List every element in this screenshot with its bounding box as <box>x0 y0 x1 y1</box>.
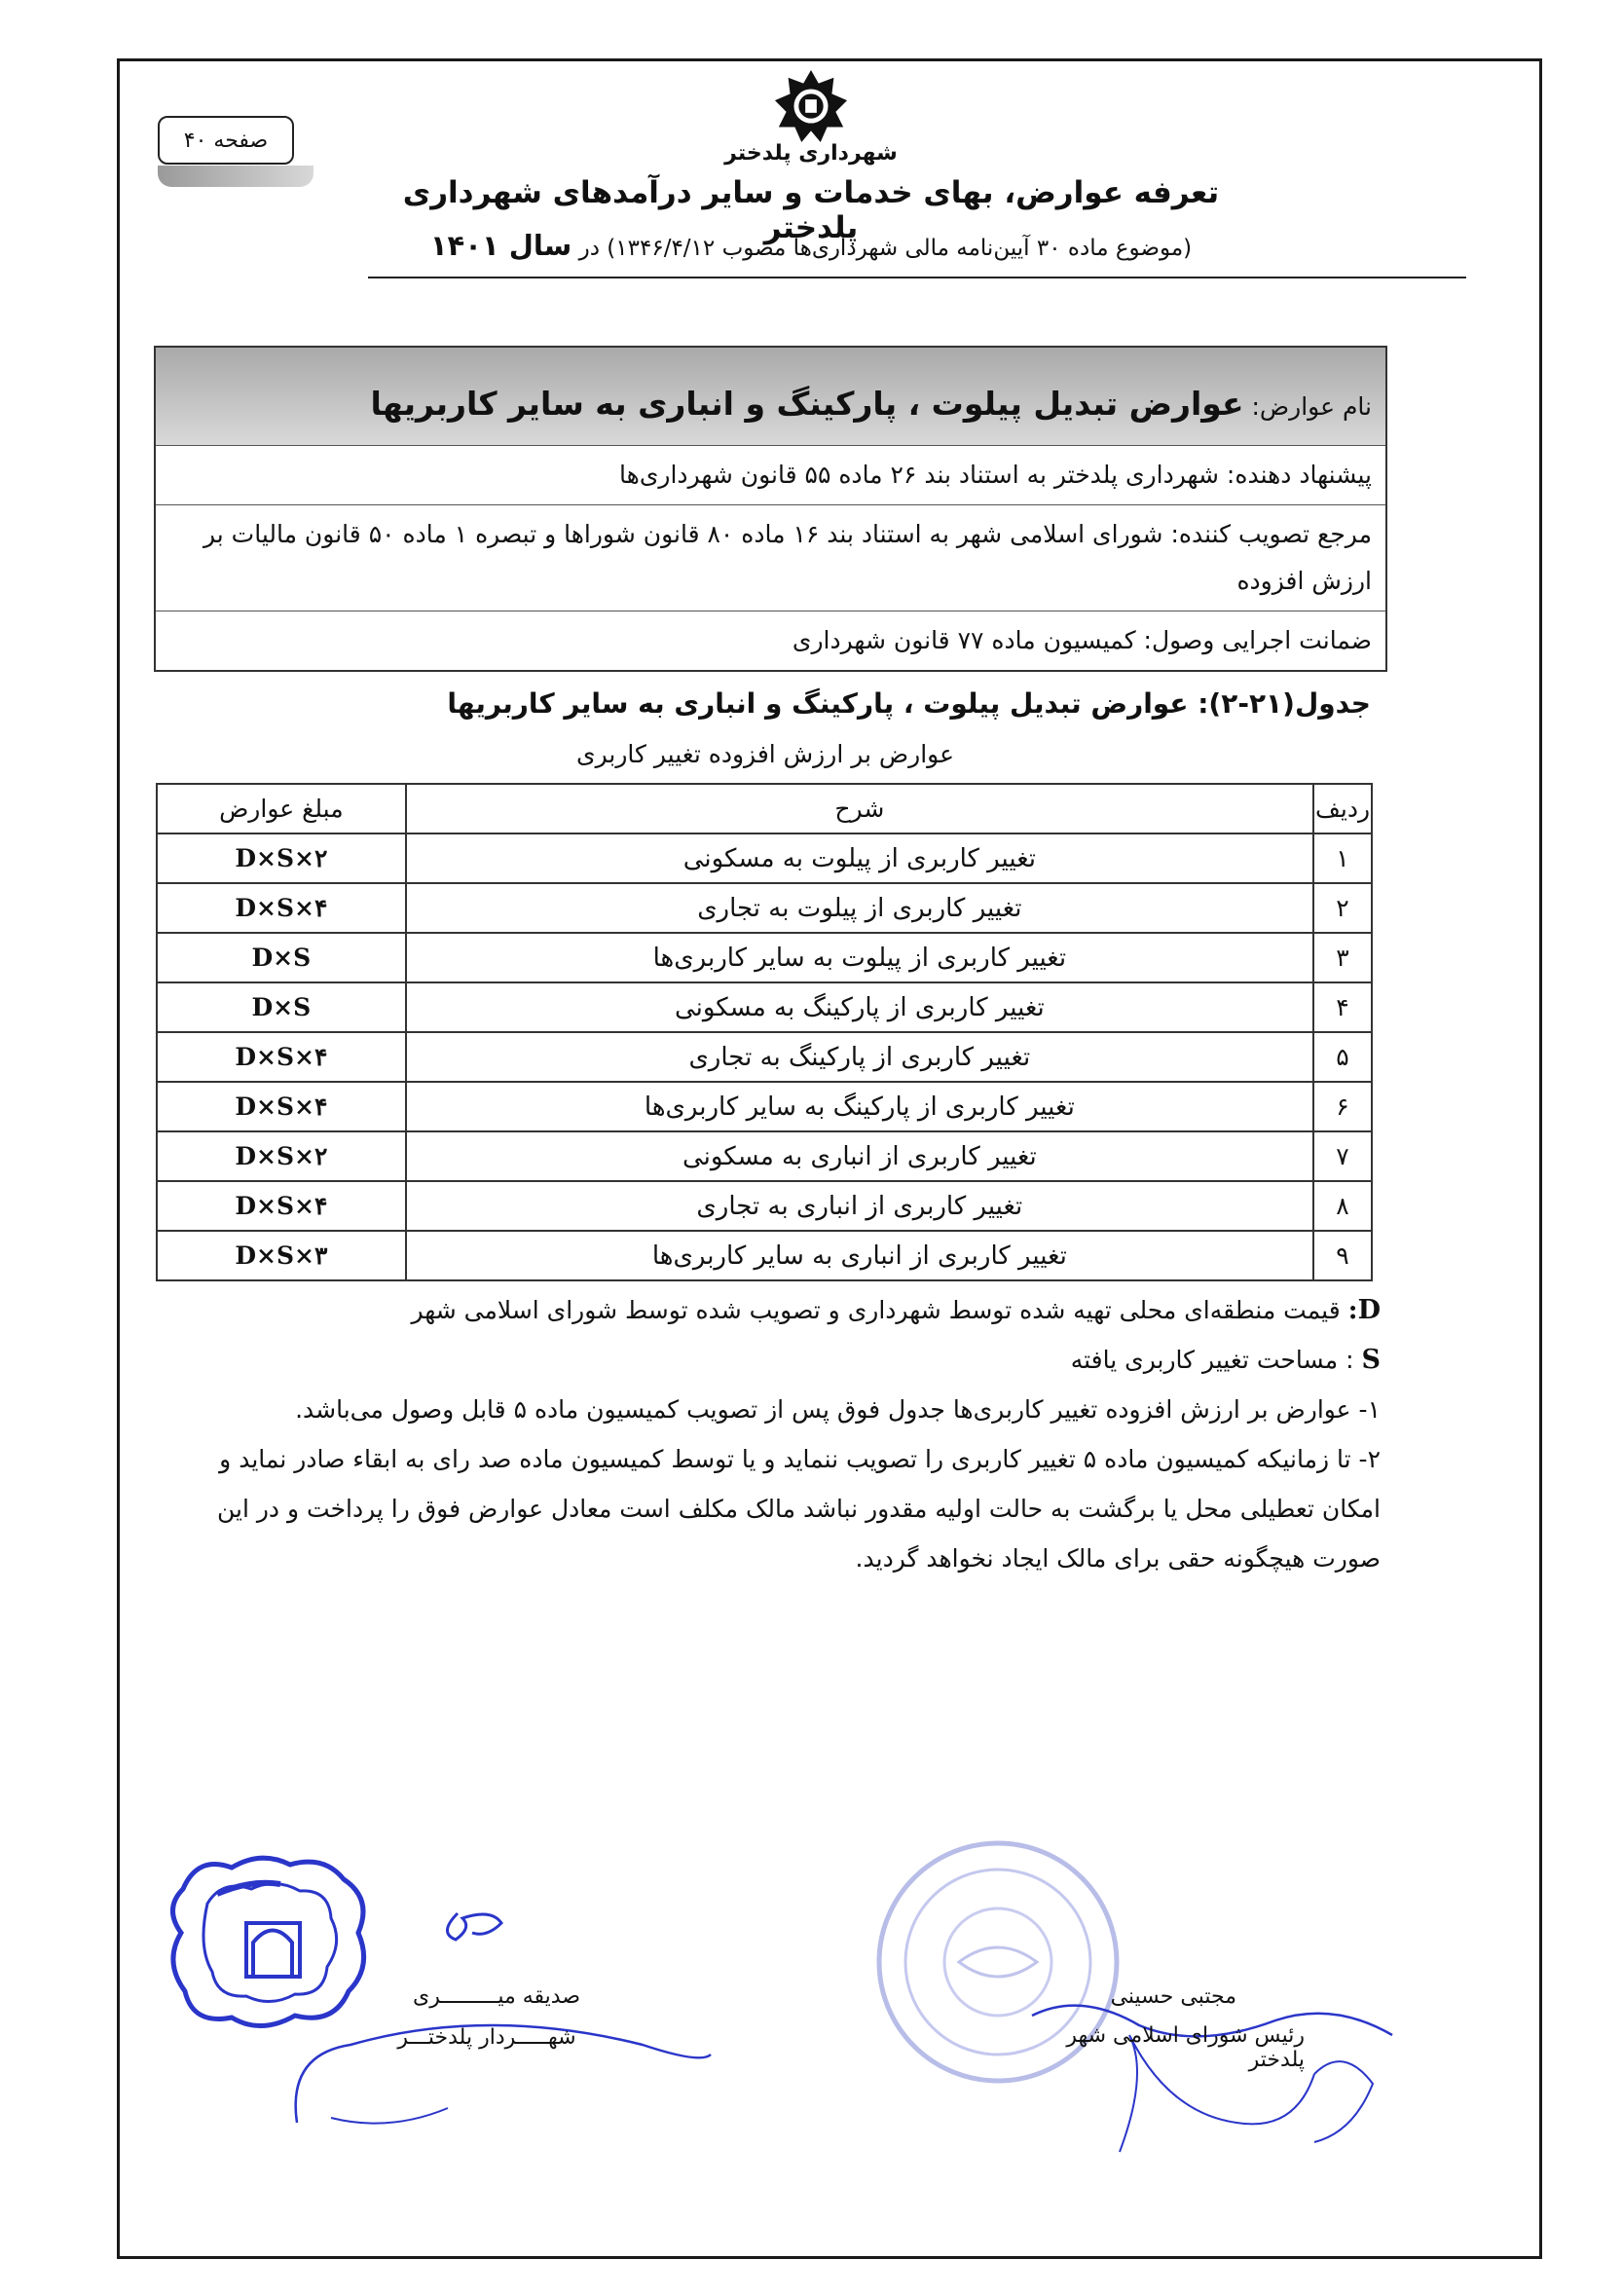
mayor-signature-icon <box>292 1899 779 2132</box>
table-row <box>157 933 1372 982</box>
note-2: ۲- تا زمانیکه کمیسیون ماده ۵ تغییر کاربری را تصویب ننماید و یا توسط کمیسیون ماده صد رای به ابقاء صادر نماید و امکان تعطیلی محل یا برگشت به حالت اولیه مقدور نباشد مالک مکلف است معادل عوارض فوق را پرداخت و در این صورت هیچگونه حقی برای مالک ایجاد نخواهد گردید. <box>216 1445 1381 1573</box>
row-amount: ۲×D×S <box>157 1131 406 1181</box>
table-row <box>157 1131 1372 1181</box>
table-subtitle: عوارض بر ارزش افزوده تغییر کاربری <box>576 740 954 768</box>
fees-table <box>156 783 1373 1281</box>
row-description: تغییر کاربری از پارکینگ به مسکونی <box>406 982 1313 1032</box>
fee-name: عوارض تبدیل پیلوت ، پارکینگ و انباری به سایر کاربریها <box>370 385 1244 423</box>
d-definition-text: قیمت منطقه‌ای محلی تهیه شده توسط شهرداری و تصویب شده توسط شورای اسلامی شهر <box>411 1296 1341 1324</box>
row-number: ۲ <box>1313 883 1372 933</box>
row-description: تغییر کاربری از انباری به سایر کاربری‌ها <box>406 1231 1313 1280</box>
row-description: تغییر کاربری از پارکینگ به تجاری <box>406 1032 1313 1082</box>
header-divider <box>368 277 1466 278</box>
municipality-logo-icon <box>773 68 849 144</box>
row-description: تغییر کاربری از پیلوت به تجاری <box>406 883 1313 933</box>
row-amount: ۳×D×S <box>157 1231 406 1280</box>
notes-section <box>154 1285 1381 1583</box>
page-number-shadow <box>158 166 313 187</box>
org-name: شهرداری پلدختر <box>724 141 898 166</box>
fee-info-box <box>154 346 1387 672</box>
fee-name-row <box>156 348 1385 445</box>
note-d-definition <box>154 1285 1381 1335</box>
row-amount: ۴×D×S <box>157 1181 406 1231</box>
s-symbol: S <box>1361 1345 1381 1375</box>
note-1: ۱- عوارض بر ارزش افزوده تغییر کاربری‌ها جدول فوق پس از تصویب کمیسیون ماده ۵ قابل وصول می‌باشد. <box>295 1395 1381 1424</box>
subtitle-year: سال ۱۴۰۱ <box>429 229 572 262</box>
row-amount: ۴×D×S <box>157 1032 406 1082</box>
header-description: شرح <box>406 784 1313 833</box>
row-number: ۶ <box>1313 1082 1372 1131</box>
page-subtitle <box>373 229 1249 262</box>
row-number: ۹ <box>1313 1231 1372 1280</box>
row-number: ۸ <box>1313 1181 1372 1231</box>
row-amount: ۴×D×S <box>157 883 406 933</box>
header-amount: مبلغ عوارض <box>157 784 406 833</box>
council-head-title: رئیس شورای اسلامی شهر پلدختر <box>1066 2023 1305 2072</box>
table-row <box>157 1082 1372 1131</box>
table-row <box>157 982 1372 1032</box>
table-row <box>157 1181 1372 1231</box>
row-number: ۴ <box>1313 982 1372 1032</box>
mayor-title: شهـــــردار پلدختـــر <box>397 2025 576 2050</box>
council-head-name: مجتبی حسینی <box>1110 1984 1236 2009</box>
row-amount: D×S <box>157 933 406 982</box>
row-description: تغییر کاربری از پارکینگ به سایر کاربری‌ها <box>406 1082 1313 1131</box>
page-title: تعرفه عوارض، بهای خدمات و سایر درآمدهای شهرداری پلدختر <box>402 175 1220 245</box>
table-row <box>157 1231 1372 1280</box>
s-definition-text: : مساحت تغییر کاربری یافته <box>1070 1346 1354 1374</box>
row-number: ۳ <box>1313 933 1372 982</box>
table-row <box>157 1032 1372 1082</box>
header-row-number: ردیف <box>1313 784 1372 833</box>
council-head-signature-icon <box>1022 1996 1412 2162</box>
mayor-name: صدیقه میـــــــــری <box>412 1984 581 2009</box>
fee-name-label: نام عوارض: <box>1251 392 1372 421</box>
row-description: تغییر کاربری از انباری به تجاری <box>406 1181 1313 1231</box>
row-number: ۵ <box>1313 1032 1372 1082</box>
approver-row: مرجع تصویب کننده: شورای اسلامی شهر به استناد بند ۱۶ ماده ۸۰ قانون شوراها و تبصره ۱ ماده ۵۰ قانون مالیات بر ارزش افزوده <box>156 504 1385 611</box>
proposer-row: پیشنهاد دهنده: شهرداری پلدختر به استناد بند ۲۶ ماده ۵۵ قانون شهرداری‌ها <box>156 445 1385 504</box>
table-row <box>157 883 1372 933</box>
row-number: ۷ <box>1313 1131 1372 1181</box>
table-header-row <box>157 784 1372 833</box>
row-description: تغییر کاربری از انباری به مسکونی <box>406 1131 1313 1181</box>
page-number-label: صفحه ۴۰ <box>158 116 294 165</box>
row-description: تغییر کاربری از پیلوت به مسکونی <box>406 833 1313 883</box>
subtitle-text: (موضوع ماده ۳۰ آیین‌نامه مالی شهرداری‌ها مصوب ۱۳۴۶/۴/۱۲) در <box>578 236 1193 261</box>
row-amount: ۲×D×S <box>157 833 406 883</box>
row-description: تغییر کاربری از پیلوت به سایر کاربری‌ها <box>406 933 1313 982</box>
note-s-definition <box>154 1335 1381 1385</box>
table-row <box>157 833 1372 883</box>
row-number: ۱ <box>1313 833 1372 883</box>
guarantee-row: ضمانت اجرایی وصول: کمیسیون ماده ۷۷ قانون شهرداری <box>156 611 1385 670</box>
row-amount: ۴×D×S <box>157 1082 406 1131</box>
d-symbol: D: <box>1347 1295 1381 1325</box>
row-amount: D×S <box>157 982 406 1032</box>
table-title: جدول(۲۱-۲): عوارض تبدیل پیلوت ، پارکینگ و انباری به سایر کاربریها <box>447 687 1371 720</box>
